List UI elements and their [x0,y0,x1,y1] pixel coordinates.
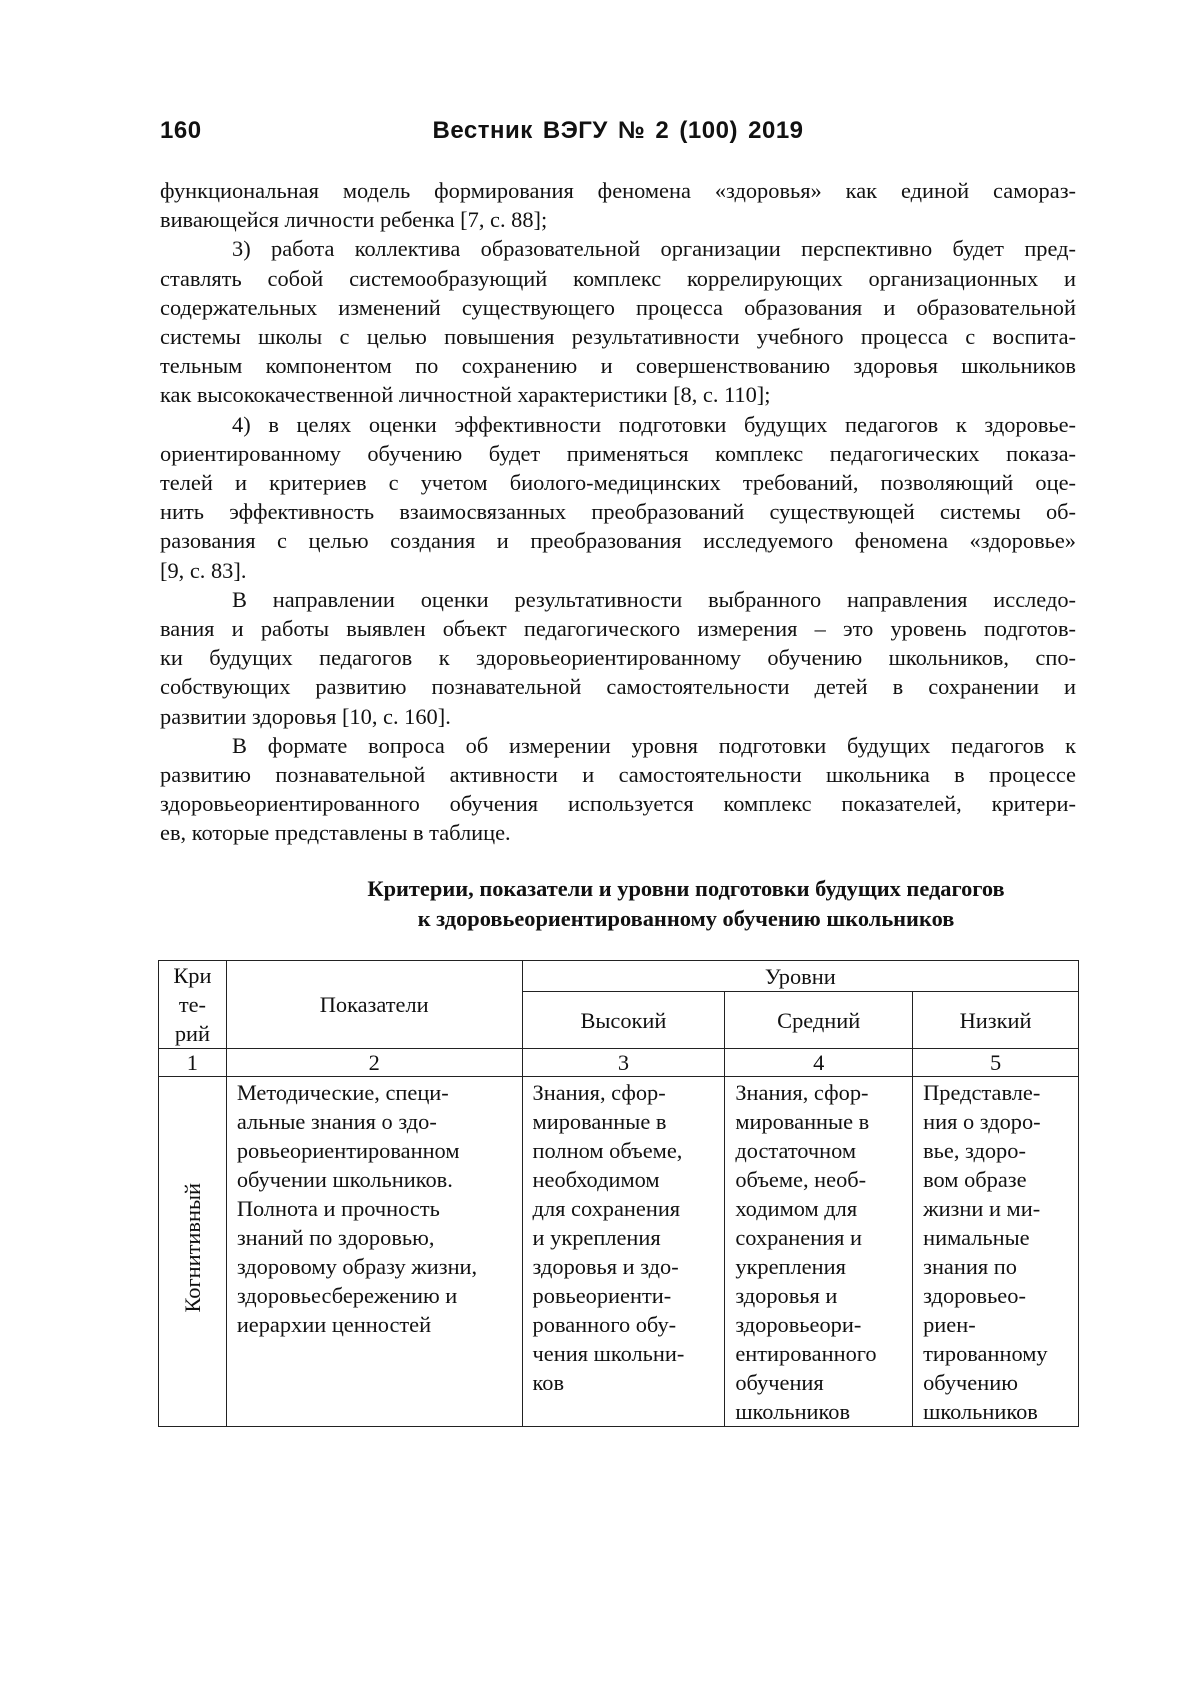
cell-line: нимальные [923,1225,1030,1250]
article-body [160,176,1076,848]
paragraph [160,585,1076,731]
cell-line: риен- [923,1312,976,1337]
paragraph-line: функциональная модель формирования феномена «здоровья» как единой самораз- [160,178,1076,203]
cell-line: достаточном [735,1138,857,1163]
table-title-line: к здоровьеориентированному обучению школьников [417,906,955,931]
cell-line: сохранения и [735,1225,862,1250]
column-number: 4 [725,1049,913,1077]
paragraph-line: собствующих развитию познавательной самостоятельности детей в сохранении и [160,674,1076,700]
level-high-header: Высокий [522,992,725,1049]
criterion-cell [159,1077,227,1427]
paragraph-line: ев, которые представлены в таблице. [160,820,511,846]
paragraph-line: 4) в целях оценки эффективности подготовки будущих педагогов к здоровье- [232,411,1076,437]
paragraph-line: тельным компонентом по сохранению и совершенствованию здоровья школьников [160,353,1076,379]
cell-line: здоровому образу жизни, [236,1254,478,1279]
paragraph-line: развитию познавательной активности и самостоятельности школьника в процессе [160,762,1076,788]
cell-line: мированные в [735,1109,870,1134]
paragraph-line: здоровьеориентированного обучения используется комплекс показателей, критери- [160,791,1076,817]
cell-line: ходимом для [735,1196,858,1221]
cell-line: обучению [923,1370,1018,1395]
paragraph-line: ставлять собой системообразующий комплекс коррелирующих организационных и [160,265,1076,291]
column-number: 3 [522,1049,725,1077]
cell-line: Методические, специ- [236,1080,449,1105]
paragraph-line: развитии здоровья [10, с. 160]. [160,703,451,729]
paragraph-line: вания и работы выявлен объект педагогического измерения – это уровень подготов- [160,616,1076,642]
cell-line: чения школьни- [532,1341,685,1366]
column-number: 5 [913,1049,1079,1077]
cell-line: обучения [735,1370,824,1395]
cell-line: ровьеориентированном [236,1138,460,1163]
paragraph-line: 3) работа коллектива образовательной организации перспективно будет пред- [232,236,1076,262]
cell-line: здоровьеори- [735,1312,862,1337]
high-level-cell [522,1077,725,1427]
paragraph-line: как высококачественной личностной характеристики [8, с. 110]; [160,382,771,408]
level-low-header: Низкий [913,992,1079,1049]
level-medium-header: Средний [725,992,913,1049]
column-number: 1 [159,1049,227,1077]
cell-line: полном объеме, [532,1138,683,1163]
table-title [160,874,1076,934]
paragraph-line: телей и критериев с учетом биолого-медицинских требований, позволяющий оце- [160,470,1076,496]
page-header [160,117,1076,151]
page-number: 160 [160,117,202,144]
cell-line: необходимом [532,1167,660,1192]
indicators-header: Показатели [226,961,522,1049]
paragraph-line: вивающейся личности ребенка [7, с. 88]; [160,207,548,233]
cell-line: здоровья и [735,1283,838,1308]
column-number: 2 [226,1049,522,1077]
paragraph [160,410,1076,585]
cell-line: знаний по здоровью, [236,1225,435,1250]
cell-line: тированному [923,1341,1048,1366]
paragraph-line: В направлении оценки результативности выбранного направления исследо- [232,586,1076,612]
cell-line: ния о здоро- [923,1109,1041,1134]
cell-line: укрепления [735,1254,846,1279]
paragraph-line: содержательных изменений существующего процесса образования и образовательной [160,294,1076,320]
journal-title: Вестник ВЭГУ № 2 (100) 2019 [432,117,804,144]
paragraph-line: разования с целью создания и преобразования исследуемого феномена «здоровье» [160,528,1076,554]
paragraph [160,176,1076,234]
table-title-line: Критерии, показатели и уровни подготовки будущих педагогов [367,876,1005,901]
cell-line: Представле- [923,1080,1041,1105]
cell-line: ентированного [735,1341,877,1366]
cell-line: ровьеориенти- [532,1283,672,1308]
cell-line: вье, здоро- [923,1138,1026,1163]
cell-line: Полнота и прочность [236,1196,440,1221]
medium-level-cell [725,1077,913,1427]
cell-line: и укрепления [532,1225,661,1250]
paragraph-line: ки будущих педагогов к здоровьеориентированному обучению школьников, спо- [160,645,1076,671]
paragraph [160,234,1076,409]
cell-line: здоровьео- [923,1283,1026,1308]
cell-line: Знания, сфор- [532,1080,666,1105]
cell-line: ков [532,1370,565,1395]
paragraph-line: В формате вопроса об измерении уровня подготовки будущих педагогов к [232,732,1076,758]
cell-line: мированные в [532,1109,667,1134]
criteria-table [158,960,1079,1427]
low-level-cell [913,1077,1079,1427]
criteria-header: Кри те- рий [159,961,227,1049]
cell-line: Знания, сфор- [735,1080,869,1105]
cell-line: рованного обу- [532,1312,677,1337]
paragraph [160,731,1076,848]
levels-header: Уровни [522,961,1078,992]
paragraph-line: системы школы с целью повышения результативности учебного процесса с воспита- [160,324,1076,350]
cell-line: вом образе [923,1167,1027,1192]
paragraph-line: нить эффективность взаимосвязанных преобразований существующей системы об- [160,499,1076,525]
cell-line: здоровьесбережению и [236,1283,458,1308]
cell-line: знания по [923,1254,1017,1279]
cell-line: жизни и ми- [923,1196,1041,1221]
cell-line: объеме, необ- [735,1167,867,1192]
cell-line: для сохранения [532,1196,681,1221]
paragraph-line: ориентированному обучению будет применяться комплекс педагогических показа- [160,440,1076,466]
cell-line: иерархии ценностей [236,1312,432,1337]
cell-line: школьников [923,1399,1038,1424]
cell-line: альные знания о здо- [236,1109,437,1134]
cell-line: обучении школьников. [236,1167,453,1192]
paragraph-line: [9, с. 83]. [160,557,247,583]
cell-line: школьников [735,1399,851,1424]
indicators-cell [226,1077,522,1427]
cell-line: здоровья и здо- [532,1254,679,1279]
criterion-label: Когнитивный [179,1183,205,1313]
